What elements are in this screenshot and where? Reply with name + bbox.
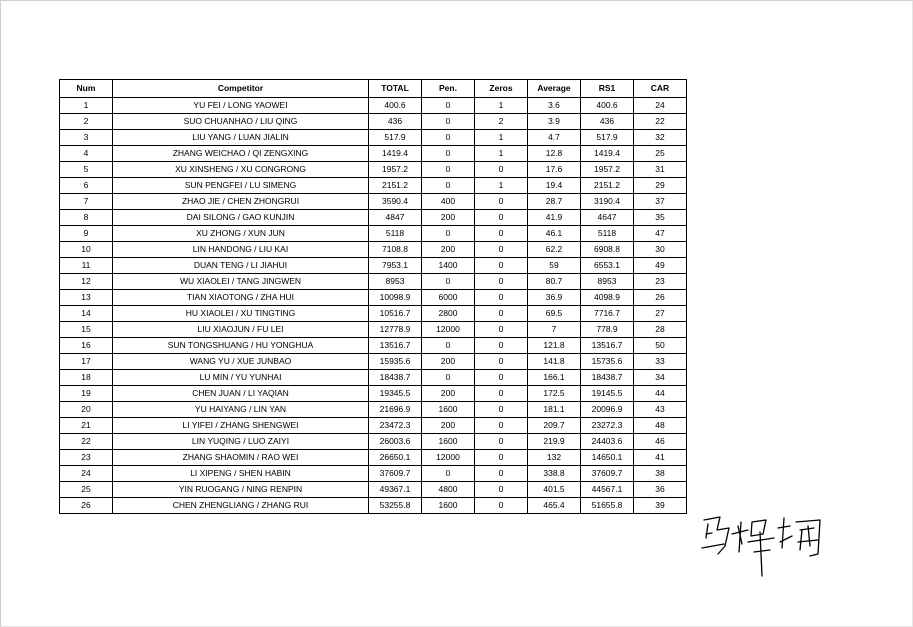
cell-penalty: 1600: [422, 498, 475, 514]
cell-penalty: 0: [422, 274, 475, 290]
cell-zeros: 0: [475, 370, 528, 386]
cell-competitor: WU XIAOLEI / TANG JINGWEN: [113, 274, 369, 290]
cell-penalty: 0: [422, 146, 475, 162]
table-row: [60, 354, 687, 370]
cell-rs1: 13516.7: [581, 338, 634, 354]
table-row: [60, 402, 687, 418]
cell-average: 166.1: [528, 370, 581, 386]
cell-car: 37: [634, 194, 687, 210]
cell-car: 50: [634, 338, 687, 354]
table-row: [60, 274, 687, 290]
cell-average: 172.5: [528, 386, 581, 402]
cell-num: 21: [60, 418, 113, 434]
cell-zeros: 1: [475, 98, 528, 114]
table-row: [60, 130, 687, 146]
cell-num: 17: [60, 354, 113, 370]
cell-num: 9: [60, 226, 113, 242]
cell-competitor: LIN YUQING / LUO ZAIYI: [113, 434, 369, 450]
cell-total: 517.9: [369, 130, 422, 146]
cell-num: 15: [60, 322, 113, 338]
cell-rs1: 4647: [581, 210, 634, 226]
table-row: [60, 322, 687, 338]
table-row: [60, 210, 687, 226]
cell-average: 3.9: [528, 114, 581, 130]
cell-num: 8: [60, 210, 113, 226]
cell-num: 11: [60, 258, 113, 274]
cell-total: 21696.9: [369, 402, 422, 418]
cell-zeros: 0: [475, 402, 528, 418]
cell-average: 19.4: [528, 178, 581, 194]
cell-rs1: 6908.8: [581, 242, 634, 258]
cell-car: 33: [634, 354, 687, 370]
cell-penalty: 2800: [422, 306, 475, 322]
cell-total: 1957.2: [369, 162, 422, 178]
cell-average: 12.8: [528, 146, 581, 162]
cell-zeros: 0: [475, 354, 528, 370]
cell-rs1: 517.9: [581, 130, 634, 146]
cell-rs1: 7716.7: [581, 306, 634, 322]
cell-zeros: 1: [475, 146, 528, 162]
cell-car: 31: [634, 162, 687, 178]
cell-competitor: YU FEI / LONG YAOWEI: [113, 98, 369, 114]
cell-penalty: 1600: [422, 434, 475, 450]
cell-car: 27: [634, 306, 687, 322]
cell-total: 26003.6: [369, 434, 422, 450]
cell-total: 2151.2: [369, 178, 422, 194]
cell-penalty: 0: [422, 162, 475, 178]
cell-rs1: 6553.1: [581, 258, 634, 274]
cell-competitor: TIAN XIAOTONG / ZHA HUI: [113, 290, 369, 306]
cell-num: 22: [60, 434, 113, 450]
cell-total: 10098.9: [369, 290, 422, 306]
cell-car: 29: [634, 178, 687, 194]
cell-num: 23: [60, 450, 113, 466]
cell-competitor: DUAN TENG / LI JIAHUI: [113, 258, 369, 274]
cell-penalty: 4800: [422, 482, 475, 498]
cell-rs1: 15735.6: [581, 354, 634, 370]
cell-zeros: 2: [475, 114, 528, 130]
cell-car: 28: [634, 322, 687, 338]
cell-num: 1: [60, 98, 113, 114]
header-total: TOTAL: [369, 80, 422, 98]
cell-total: 19345.5: [369, 386, 422, 402]
cell-rs1: 51655.8: [581, 498, 634, 514]
cell-car: 24: [634, 98, 687, 114]
cell-total: 436: [369, 114, 422, 130]
handwritten-signature: [698, 508, 828, 586]
cell-total: 400.6: [369, 98, 422, 114]
cell-competitor: SUN PENGFEI / LU SIMENG: [113, 178, 369, 194]
cell-total: 18438.7: [369, 370, 422, 386]
header-num: Num: [60, 80, 113, 98]
cell-car: 43: [634, 402, 687, 418]
cell-total: 49367.1: [369, 482, 422, 498]
table-row: [60, 418, 687, 434]
table-row: [60, 178, 687, 194]
cell-penalty: 1600: [422, 402, 475, 418]
cell-competitor: ZHANG WEICHAO / QI ZENGXING: [113, 146, 369, 162]
cell-average: 4.7: [528, 130, 581, 146]
table-row: [60, 194, 687, 210]
table-row: [60, 498, 687, 514]
cell-total: 26650.1: [369, 450, 422, 466]
table-row: [60, 466, 687, 482]
cell-competitor: LIN HANDONG / LIU KAI: [113, 242, 369, 258]
cell-car: 38: [634, 466, 687, 482]
cell-num: 7: [60, 194, 113, 210]
table-row: [60, 258, 687, 274]
cell-penalty: 6000: [422, 290, 475, 306]
cell-penalty: 0: [422, 338, 475, 354]
cell-car: 41: [634, 450, 687, 466]
cell-total: 5118: [369, 226, 422, 242]
table-row: [60, 482, 687, 498]
cell-rs1: 37609.7: [581, 466, 634, 482]
cell-num: 6: [60, 178, 113, 194]
cell-total: 8953: [369, 274, 422, 290]
cell-car: 36: [634, 482, 687, 498]
cell-car: 46: [634, 434, 687, 450]
cell-penalty: 0: [422, 466, 475, 482]
cell-rs1: 5118: [581, 226, 634, 242]
cell-zeros: 0: [475, 242, 528, 258]
cell-total: 7108.8: [369, 242, 422, 258]
cell-penalty: 200: [422, 242, 475, 258]
cell-rs1: 3190.4: [581, 194, 634, 210]
cell-zeros: 0: [475, 466, 528, 482]
cell-zeros: 1: [475, 178, 528, 194]
cell-penalty: 0: [422, 130, 475, 146]
cell-penalty: 12000: [422, 322, 475, 338]
cell-penalty: 0: [422, 114, 475, 130]
table-row: [60, 434, 687, 450]
cell-competitor: LU MIN / YU YUNHAI: [113, 370, 369, 386]
cell-average: 338.8: [528, 466, 581, 482]
cell-competitor: WANG YU / XUE JUNBAO: [113, 354, 369, 370]
cell-penalty: 200: [422, 210, 475, 226]
cell-competitor: CHEN ZHENGLIANG / ZHANG RUI: [113, 498, 369, 514]
cell-zeros: 0: [475, 498, 528, 514]
cell-car: 30: [634, 242, 687, 258]
cell-average: 465.4: [528, 498, 581, 514]
cell-total: 53255.8: [369, 498, 422, 514]
cell-total: 12778.9: [369, 322, 422, 338]
table-row: [60, 306, 687, 322]
cell-competitor: XU XINSHENG / XU CONGRONG: [113, 162, 369, 178]
cell-zeros: 0: [475, 418, 528, 434]
table-row: [60, 290, 687, 306]
table-row: [60, 146, 687, 162]
header-rs1: RS1: [581, 80, 634, 98]
cell-total: 7953.1: [369, 258, 422, 274]
cell-average: 3.6: [528, 98, 581, 114]
results-body: [60, 98, 687, 514]
table-row: [60, 162, 687, 178]
header-zeros: Zeros: [475, 80, 528, 98]
table-row: [60, 370, 687, 386]
cell-rs1: 2151.2: [581, 178, 634, 194]
cell-zeros: 0: [475, 290, 528, 306]
cell-zeros: 0: [475, 162, 528, 178]
cell-competitor: DAI SILONG / GAO KUNJIN: [113, 210, 369, 226]
cell-average: 41.9: [528, 210, 581, 226]
cell-num: 3: [60, 130, 113, 146]
cell-rs1: 778.9: [581, 322, 634, 338]
table-row: [60, 386, 687, 402]
cell-num: 25: [60, 482, 113, 498]
cell-zeros: 0: [475, 482, 528, 498]
cell-average: 80.7: [528, 274, 581, 290]
cell-num: 16: [60, 338, 113, 354]
cell-num: 14: [60, 306, 113, 322]
cell-competitor: XU ZHONG / XUN JUN: [113, 226, 369, 242]
cell-zeros: 0: [475, 258, 528, 274]
cell-average: 141.8: [528, 354, 581, 370]
cell-average: 181.1: [528, 402, 581, 418]
cell-rs1: 8953: [581, 274, 634, 290]
cell-car: 49: [634, 258, 687, 274]
cell-car: 39: [634, 498, 687, 514]
cell-num: 4: [60, 146, 113, 162]
cell-car: 44: [634, 386, 687, 402]
cell-rs1: 18438.7: [581, 370, 634, 386]
cell-average: 121.8: [528, 338, 581, 354]
cell-average: 46.1: [528, 226, 581, 242]
cell-car: 26: [634, 290, 687, 306]
cell-zeros: 0: [475, 210, 528, 226]
cell-average: 17.6: [528, 162, 581, 178]
cell-zeros: 0: [475, 450, 528, 466]
cell-zeros: 0: [475, 386, 528, 402]
cell-rs1: 19145.5: [581, 386, 634, 402]
cell-zeros: 1: [475, 130, 528, 146]
cell-car: 35: [634, 210, 687, 226]
cell-average: 59: [528, 258, 581, 274]
cell-num: 18: [60, 370, 113, 386]
cell-competitor: LIU YANG / LUAN JIALIN: [113, 130, 369, 146]
cell-competitor: ZHAO JIE / CHEN ZHONGRUI: [113, 194, 369, 210]
cell-penalty: 200: [422, 386, 475, 402]
cell-num: 24: [60, 466, 113, 482]
cell-average: 219.9: [528, 434, 581, 450]
cell-rs1: 23272.3: [581, 418, 634, 434]
cell-num: 19: [60, 386, 113, 402]
cell-rs1: 24403.6: [581, 434, 634, 450]
cell-total: 13516.7: [369, 338, 422, 354]
cell-penalty: 200: [422, 354, 475, 370]
cell-total: 1419.4: [369, 146, 422, 162]
cell-penalty: 1400: [422, 258, 475, 274]
cell-num: 12: [60, 274, 113, 290]
cell-zeros: 0: [475, 306, 528, 322]
cell-rs1: 14650.1: [581, 450, 634, 466]
cell-average: 62.2: [528, 242, 581, 258]
cell-competitor: LIU XIAOJUN / FU LEI: [113, 322, 369, 338]
cell-zeros: 0: [475, 226, 528, 242]
header-competitor: Competitor: [113, 80, 369, 98]
cell-num: 26: [60, 498, 113, 514]
table-row: [60, 98, 687, 114]
cell-car: 23: [634, 274, 687, 290]
cell-zeros: 0: [475, 322, 528, 338]
cell-penalty: 0: [422, 178, 475, 194]
cell-total: 4847: [369, 210, 422, 226]
cell-total: 23472.3: [369, 418, 422, 434]
cell-num: 2: [60, 114, 113, 130]
cell-penalty: 200: [422, 418, 475, 434]
cell-car: 32: [634, 130, 687, 146]
cell-total: 10516.7: [369, 306, 422, 322]
cell-penalty: 0: [422, 370, 475, 386]
cell-zeros: 0: [475, 434, 528, 450]
cell-average: 28.7: [528, 194, 581, 210]
cell-average: 132: [528, 450, 581, 466]
cell-rs1: 400.6: [581, 98, 634, 114]
cell-zeros: 0: [475, 338, 528, 354]
cell-competitor: LI XIPENG / SHEN HABIN: [113, 466, 369, 482]
cell-num: 20: [60, 402, 113, 418]
cell-penalty: 12000: [422, 450, 475, 466]
cell-car: 34: [634, 370, 687, 386]
cell-penalty: 400: [422, 194, 475, 210]
cell-competitor: SUO CHUANHAO / LIU QING: [113, 114, 369, 130]
cell-rs1: 4098.9: [581, 290, 634, 306]
header-penalty: Pen.: [422, 80, 475, 98]
cell-competitor: YIN RUOGANG / NING RENPIN: [113, 482, 369, 498]
header-row: [60, 80, 687, 98]
cell-num: 5: [60, 162, 113, 178]
cell-penalty: 0: [422, 98, 475, 114]
table-row: [60, 450, 687, 466]
cell-rs1: 1957.2: [581, 162, 634, 178]
cell-competitor: SUN TONGSHUANG / HU YONGHUA: [113, 338, 369, 354]
cell-rs1: 20096.9: [581, 402, 634, 418]
cell-car: 47: [634, 226, 687, 242]
cell-average: 36.9: [528, 290, 581, 306]
table-row: [60, 226, 687, 242]
cell-rs1: 1419.4: [581, 146, 634, 162]
cell-rs1: 436: [581, 114, 634, 130]
cell-competitor: LI YIFEI / ZHANG SHENGWEI: [113, 418, 369, 434]
cell-num: 13: [60, 290, 113, 306]
cell-zeros: 0: [475, 194, 528, 210]
cell-total: 15935.6: [369, 354, 422, 370]
cell-total: 3590.4: [369, 194, 422, 210]
cell-average: 69.5: [528, 306, 581, 322]
cell-car: 22: [634, 114, 687, 130]
cell-zeros: 0: [475, 274, 528, 290]
results-table: [59, 79, 687, 514]
table-row: [60, 338, 687, 354]
cell-penalty: 0: [422, 226, 475, 242]
table-row: [60, 114, 687, 130]
table-row: [60, 242, 687, 258]
cell-average: 7: [528, 322, 581, 338]
cell-num: 10: [60, 242, 113, 258]
cell-average: 401.5: [528, 482, 581, 498]
cell-average: 209.7: [528, 418, 581, 434]
cell-competitor: ZHANG SHAOMIN / RAO WEI: [113, 450, 369, 466]
cell-competitor: HU XIAOLEI / XU TINGTING: [113, 306, 369, 322]
cell-car: 48: [634, 418, 687, 434]
header-car: CAR: [634, 80, 687, 98]
cell-total: 37609.7: [369, 466, 422, 482]
cell-competitor: CHEN JUAN / LI YAQIAN: [113, 386, 369, 402]
header-average: Average: [528, 80, 581, 98]
cell-car: 25: [634, 146, 687, 162]
cell-rs1: 44567.1: [581, 482, 634, 498]
cell-competitor: YU HAIYANG / LIN YAN: [113, 402, 369, 418]
